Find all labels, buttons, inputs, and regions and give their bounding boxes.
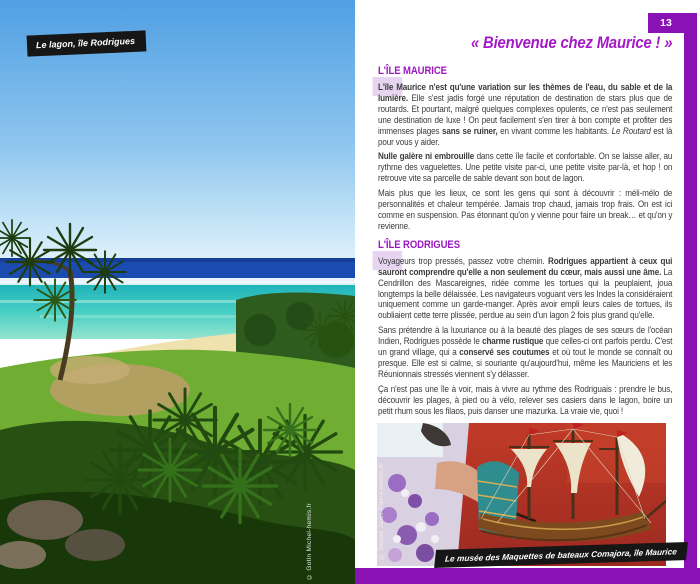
section-heading-rodrigues: L'ÎLE RODRIGUES	[378, 238, 460, 251]
paragraph-maurice-3: Mais plus que les lieux, ce sont les gens qui sont à découvrir : méli-mélo de personnalités et chaleur tempérée. Jamais trop chaud, jamais trop frais. On est ici comme en suspension. Pas étonnant qu'on y vienne pour faire un break… et qu'on y revienne.	[378, 188, 673, 231]
paragraph-maurice-2: Nulle galère ni embrouille dans cette île facile et confortable. On se laisse aller, au rythme des vaguelettes. Une petite visite par-ci, une petite visite par-là, et hop ! on retrouve vite sa parcelle de sable devant son bout de lagon.	[378, 151, 673, 184]
paragraph-rodrigues-1: Voyageurs trop pressés, passez votre chemin. Rodrigues appartient à ceux qui sauront comprendre qu'elle a non seulement du cœur, mais aussi une âme. La Cendrillon des Mascareignes, ridée comme les tortues qui la peuplaient, joua longtemps la belle délaissée. Les navigateurs voguant vers les Indes la considéraient uniquement comme un garde-manger. Après avoir empli leurs cales de tortues, ils oubliaient cette terre plissée, perdue au sein d'un lagon 2 fois plus grand qu'elle.	[378, 256, 672, 321]
photo-caption-museum-text: Le musée des Maquettes de bateaux Comajora, île Maurice	[444, 546, 678, 564]
photo-credit-museum: © Degas Jean-Pierre-hemis.fr	[378, 463, 385, 560]
text-page	[355, 0, 700, 584]
paragraph-rodrigues-3: Ça n'est pas une île à voir, mais à vivre au rythme des Rodriguais : prendre le bus, découvrir les plages, à pied ou à vélo, relever ses casiers dans le lagon, boire un petit rhum sous les filaos, puis danser une mazurka. La vraie vie, quoi !	[378, 383, 673, 416]
photo-credit-lagoon: © Gotin Michel-hemis.fr	[306, 502, 313, 580]
accent-bar-bottom	[355, 568, 700, 584]
section-heading-maurice: L'ÎLE MAURICE	[378, 65, 447, 77]
page-number-badge: 13	[648, 13, 684, 33]
paragraph-rodrigues-2: Sans prétendre à la luxuriance ou à la beauté des plages de ses sœurs de l'océan Indien, Rodrigues possède le charme rustique que celles-ci ont parfois perdu. C'est un grand village, qui a conservé ses coutumes et où tout le monde se connaît ou presque. Elle est si calme, si souriante qu'aujourd'hui, même les Mauriciens et les Réunionnais stressés viennent s'y délasser.	[378, 325, 673, 379]
page-title: « Bienvenue chez Maurice ! »	[471, 34, 673, 52]
photo-caption-lagoon-text: Le lagon, île Rodrigues	[35, 35, 136, 51]
accent-bar-vertical	[684, 13, 697, 584]
paragraph-maurice-1: L'île Maurice n'est qu'une variation sur les thèmes de l'eau, du sable et de la lumière. Elle s'est jadis forgé une réputation de destination de stars plus que de routards. Et pourtant, malgré quelques complexes opulents, ce n'est pas seulement une destination de luxe ! On peut facilement s'en tirer à bon compte et profiter des immenses plages sans se ruiner, en vivant comme les habitants. Le Routard est là pour vous y aider.	[378, 82, 672, 147]
page-content	[378, 34, 672, 420]
